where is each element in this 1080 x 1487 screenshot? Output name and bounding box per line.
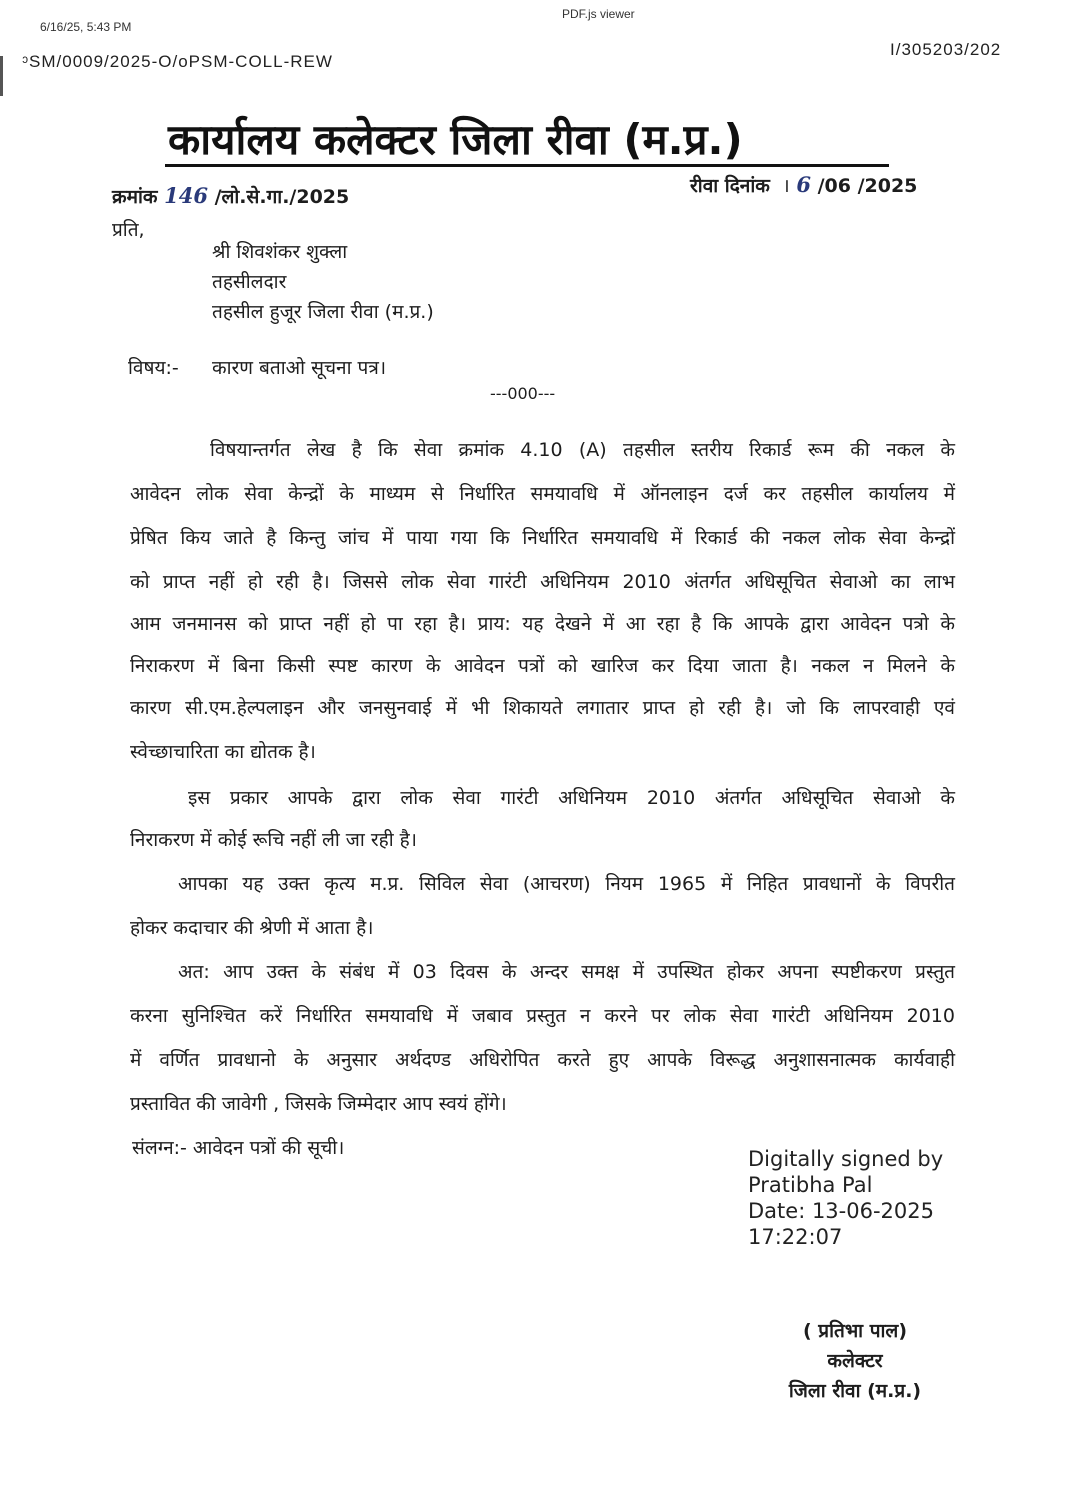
para1-line: कारण सी.एम.हेल्पलाइन और जनसुनवाई में भी शिकायते लगातार प्राप्त हो रही है। जो कि लापरवाही एवं bbox=[130, 697, 955, 719]
file-reference-right: I/305203/202 bbox=[890, 40, 1002, 59]
para1-line: आवेदन लोक सेवा केन्द्रों के माध्यम से निर्धारित समयावधि में ऑनलाइन दर्ज कर तहसील कार्यालय में bbox=[130, 483, 955, 505]
kramank-number-handwritten: 146 bbox=[164, 183, 208, 208]
office-title: कार्यालय कलेक्टर जिला रीवा (म.प्र.) bbox=[168, 115, 743, 164]
para1-line: को प्राप्त नहीं हो रही है। जिससे लोक सेवा गारंटी अधिनियम 2010 अंतर्गत अधिसूचित सेवाओ का लाभ bbox=[130, 571, 955, 593]
signature-line: Date: 13-06-2025 bbox=[748, 1199, 934, 1223]
signatory-name: ( प्रतिभा पाल) bbox=[802, 1320, 908, 1342]
enclosure: संलग्न:- आवेदन पत्रों की सूची। bbox=[132, 1137, 345, 1159]
para3-line: आपका यह उक्त कृत्य म.प्र. सिविल सेवा (आचरण) नियम 1965 में निहित प्रावधानों के विपरीत bbox=[178, 873, 955, 895]
recipient-name: श्री शिवशंकर शुक्ला bbox=[212, 241, 348, 263]
scan-edge-mark bbox=[0, 56, 3, 96]
para1-line: निराकरण में बिना किसी स्पष्ट कारण के आवेदन पत्रों को खारिज कर दिया जाता है। नकल न मिलने के bbox=[130, 655, 955, 677]
subject-label: विषय:- bbox=[128, 357, 179, 379]
para2-line: निराकरण में कोई रूचि नहीं ली जा रही है। bbox=[130, 829, 417, 851]
title-underline bbox=[165, 164, 889, 167]
signatory-designation: कलेक्टर bbox=[827, 1350, 883, 1372]
signatory-district: जिला रीवा (म.प्र.) bbox=[788, 1380, 922, 1402]
para2-line: इस प्रकार आपके द्वारा लोक सेवा गारंटी अधिनियम 2010 अंतर्गत अधिसूचित सेवाओ के bbox=[188, 787, 955, 809]
date-label: रीवा दिनांक bbox=[690, 175, 770, 197]
para4-line: अत: आप उक्त के संबंध में 03 दिवस के अन्दर समक्ष में उपस्थित होकर अपना स्पष्टीकरण प्रस्तुत bbox=[178, 961, 955, 983]
date-rest: /06 /2025 bbox=[817, 175, 918, 197]
kramank-label: क्रमांक bbox=[112, 186, 158, 208]
recipient-designation: तहसीलदार bbox=[212, 271, 287, 293]
recipient-office: तहसील हुजूर जिला रीवा (म.प्र.) bbox=[212, 301, 434, 323]
letter-date: रीवा दिनांक । 6 /06 /2025 bbox=[690, 172, 918, 197]
para1-line: आम जनमानस को प्राप्त नहीं हो पा रहा है। प्राय: यह देखने में आ रहा है कि आपके द्वारा आवेदन पत्रो के bbox=[130, 613, 955, 635]
separator: ---000--- bbox=[490, 384, 556, 403]
para3-line: होकर कदाचार की श्रेणी में आता है। bbox=[130, 917, 374, 939]
kramank-suffix: /लो.से.गा./2025 bbox=[214, 186, 350, 208]
para4-line: में वर्णित प्रावधानो के अनुसार अर्थदण्ड अधिरोपित करते हुए आपके विरूद्ध अनुशासनात्मक कार्यवाही bbox=[130, 1049, 955, 1071]
para4-line: करना सुनिश्चित करें निर्धारित समयावधि में जबाव प्रस्तुत न करने पर लोक सेवा गारंटी अधिनियम 2010 bbox=[130, 1005, 955, 1027]
signature-line: 17:22:07 bbox=[748, 1225, 843, 1249]
para1-line: प्रेषित किय जाते है किन्तु जांच में पाया गया कि निर्धारित समयावधि में रिकार्ड की नकल लोक सेवा केन्द्रों bbox=[130, 527, 955, 549]
para1-line: विषयान्तर्गत लेख है कि सेवा क्रमांक 4.10 (A) तहसील स्तरीय रिकार्ड रूम की नकल के bbox=[210, 439, 955, 461]
prati-label: प्रति, bbox=[112, 219, 145, 241]
digital-signature-block bbox=[748, 1146, 943, 1250]
subject-text: कारण बताओ सूचना पत्र। bbox=[212, 357, 387, 379]
viewer-title: PDF.js viewer bbox=[562, 7, 635, 21]
print-timestamp: 6/16/25, 5:43 PM bbox=[40, 20, 132, 34]
para1-line: स्वेच्छाचारिता का द्योतक है। bbox=[130, 741, 316, 763]
signature-line: Pratibha Pal bbox=[748, 1173, 873, 1197]
signature-line: Digitally signed by bbox=[748, 1147, 944, 1171]
date-day-handwritten: 6 bbox=[796, 172, 811, 197]
signatory-block bbox=[760, 1316, 950, 1406]
para4-line: प्रस्तावित की जावेगी , जिसके जिम्मेदार आप स्वयं होंगे। bbox=[130, 1093, 507, 1115]
file-reference-left: ᵓSM/0009/2025-O/oPSM-COLL-REW bbox=[22, 52, 333, 71]
reference-number bbox=[112, 183, 349, 209]
